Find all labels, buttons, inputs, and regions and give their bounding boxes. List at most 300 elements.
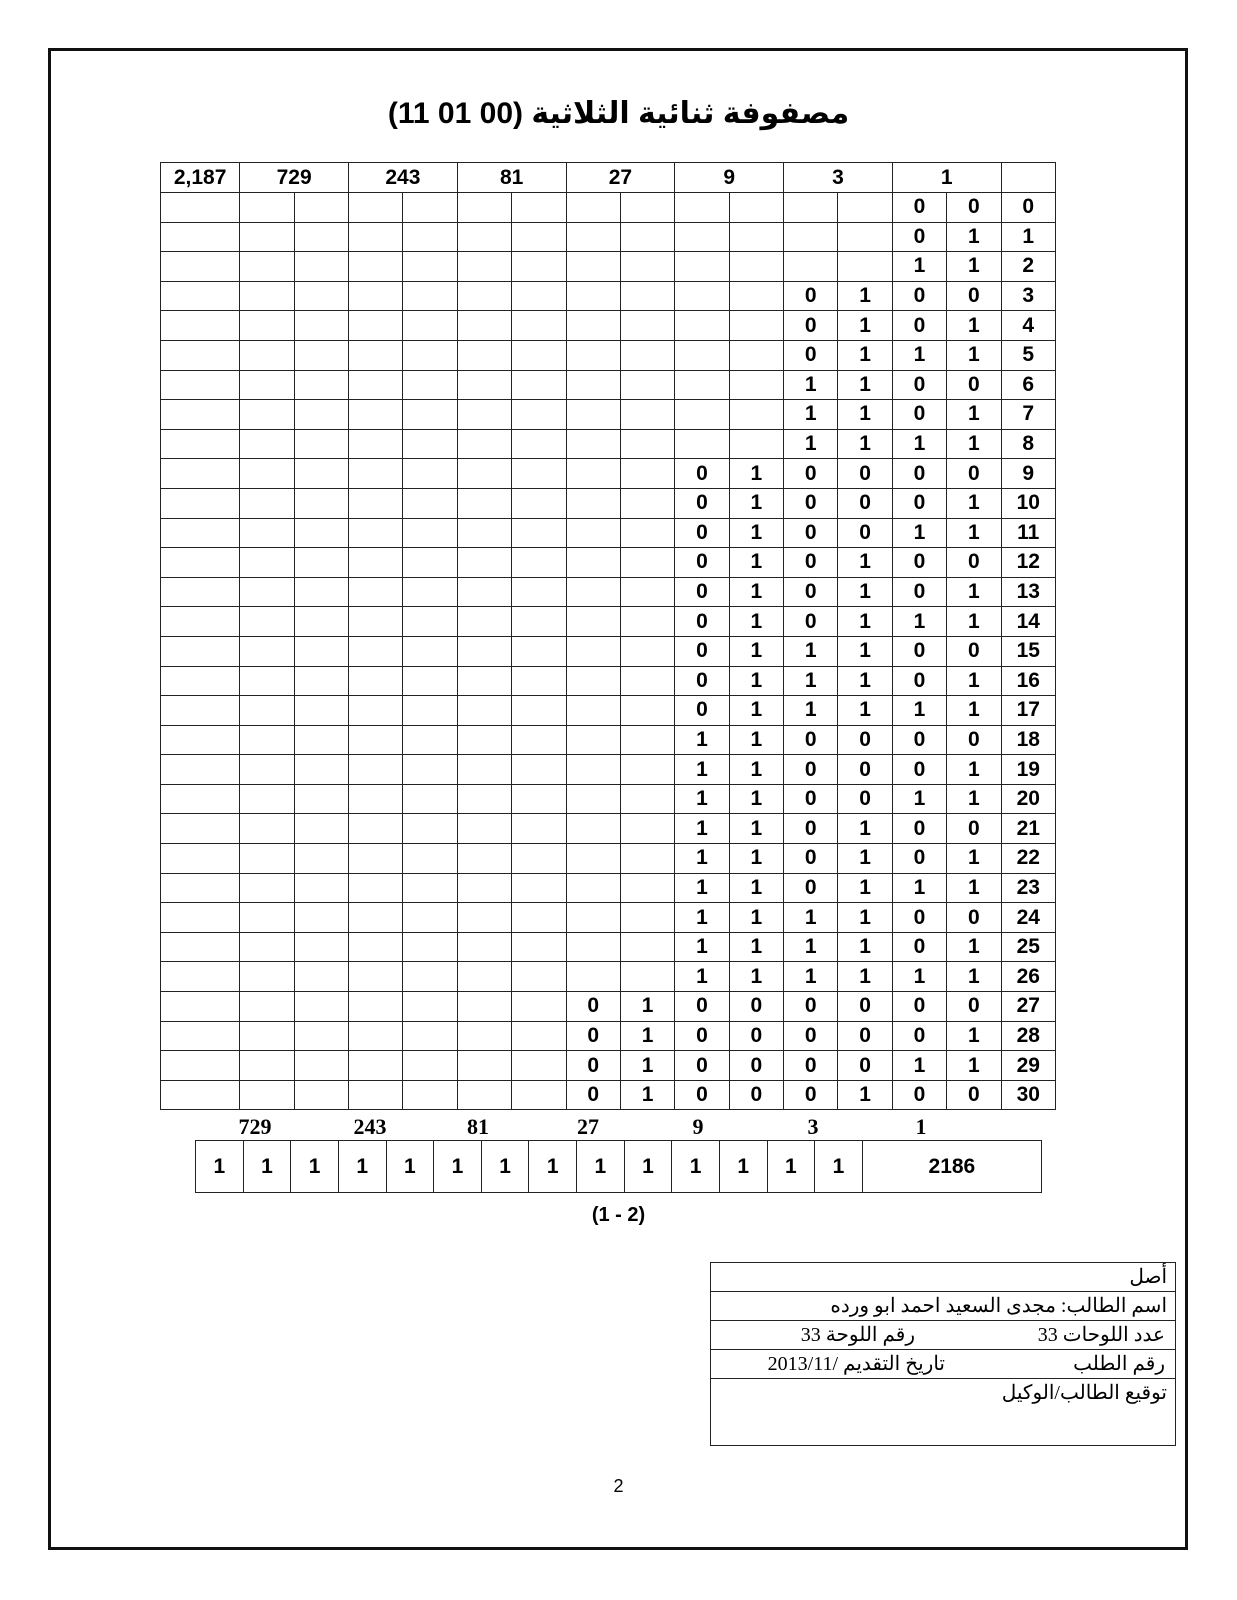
bit-cell xyxy=(349,370,403,400)
bit-cell: 1 xyxy=(947,844,1001,874)
bit-cell xyxy=(294,400,348,430)
bit-cell xyxy=(620,193,674,223)
bit-cell xyxy=(512,873,566,903)
row-index-cell: 23 xyxy=(1001,873,1055,903)
weight-label: 9 xyxy=(692,1114,704,1139)
bit-cell xyxy=(349,577,403,607)
bit-cell xyxy=(620,222,674,252)
request-number-text: رقم الطلب xyxy=(1073,1353,1165,1375)
bit-cell xyxy=(620,281,674,311)
info-student-name xyxy=(711,1292,1175,1321)
bit-cell: 0 xyxy=(838,518,892,548)
bit-cell: 0 xyxy=(892,1021,946,1051)
total-cell xyxy=(161,992,240,1022)
bit-cell xyxy=(566,725,620,755)
bit-cell xyxy=(349,932,403,962)
matrix-row xyxy=(161,1021,1056,1051)
sum-bit-cell: 1 xyxy=(719,1141,767,1193)
bit-cell xyxy=(403,311,457,341)
bit-cell xyxy=(403,903,457,933)
bit-cell xyxy=(294,873,348,903)
page-number: 2 xyxy=(613,1476,624,1496)
bit-cell: 0 xyxy=(675,548,729,578)
bit-cell xyxy=(566,400,620,430)
bit-cell xyxy=(349,1021,403,1051)
bit-cell: 1 xyxy=(675,873,729,903)
row-index-cell: 27 xyxy=(1001,992,1055,1022)
row-index-cell: 4 xyxy=(1001,311,1055,341)
bit-cell xyxy=(675,281,729,311)
bit-cell: 1 xyxy=(675,814,729,844)
bit-cell: 1 xyxy=(675,844,729,874)
bit-cell xyxy=(457,252,511,282)
bit-cell xyxy=(403,814,457,844)
bit-cell xyxy=(512,1021,566,1051)
matrix-row xyxy=(161,696,1056,726)
bit-cell: 0 xyxy=(838,755,892,785)
row-index-cell: 7 xyxy=(1001,400,1055,430)
bit-cell xyxy=(294,607,348,637)
bit-cell: 0 xyxy=(838,992,892,1022)
bit-cell: 1 xyxy=(838,429,892,459)
bit-cell xyxy=(349,222,403,252)
bit-cell xyxy=(403,429,457,459)
bit-cell xyxy=(512,548,566,578)
bit-cell xyxy=(403,666,457,696)
bit-cell: 1 xyxy=(838,311,892,341)
total-cell xyxy=(161,844,240,874)
bit-cell xyxy=(512,1051,566,1081)
row-index-cell: 8 xyxy=(1001,429,1055,459)
row-index-cell: 26 xyxy=(1001,962,1055,992)
bit-cell: 0 xyxy=(838,725,892,755)
bit-cell xyxy=(457,429,511,459)
bit-cell: 1 xyxy=(729,577,783,607)
bit-cell xyxy=(349,311,403,341)
bit-cell xyxy=(294,814,348,844)
bit-cell xyxy=(566,666,620,696)
bit-cell: 0 xyxy=(675,636,729,666)
bit-cell: 0 xyxy=(892,281,946,311)
bit-cell xyxy=(403,844,457,874)
bit-cell xyxy=(403,193,457,223)
bit-cell: 0 xyxy=(838,1051,892,1081)
header-27: 27 xyxy=(566,163,675,193)
bit-cell xyxy=(620,548,674,578)
bit-cell xyxy=(729,193,783,223)
bit-cell xyxy=(675,311,729,341)
bit-cell xyxy=(512,222,566,252)
bit-cell xyxy=(457,873,511,903)
bit-cell: 0 xyxy=(784,459,838,489)
total-cell xyxy=(161,488,240,518)
bit-cell: 1 xyxy=(838,844,892,874)
bit-cell: 0 xyxy=(566,1080,620,1110)
bit-cell xyxy=(240,992,294,1022)
bit-cell xyxy=(240,636,294,666)
sum-bit-cell: 1 xyxy=(196,1141,244,1193)
bit-cell: 1 xyxy=(838,577,892,607)
bit-cell xyxy=(566,784,620,814)
bit-cell xyxy=(457,607,511,637)
total-cell xyxy=(161,193,240,223)
bit-cell: 0 xyxy=(566,1051,620,1081)
bit-cell xyxy=(620,666,674,696)
bit-cell xyxy=(620,459,674,489)
bit-cell: 0 xyxy=(892,577,946,607)
bit-cell xyxy=(457,696,511,726)
sum-bit-cell: 1 xyxy=(577,1141,625,1193)
bit-cell xyxy=(294,518,348,548)
bit-cell xyxy=(240,370,294,400)
bit-cell: 1 xyxy=(729,755,783,785)
bit-cell xyxy=(403,400,457,430)
matrix-row xyxy=(161,992,1056,1022)
bit-cell: 0 xyxy=(838,488,892,518)
bit-cell xyxy=(512,459,566,489)
row-index-cell: 24 xyxy=(1001,903,1055,933)
bit-cell: 1 xyxy=(947,696,1001,726)
bit-cell: 1 xyxy=(675,755,729,785)
bit-cell xyxy=(566,548,620,578)
bit-cell: 1 xyxy=(892,340,946,370)
bit-cell xyxy=(729,340,783,370)
bit-cell: 0 xyxy=(784,784,838,814)
bit-cell: 1 xyxy=(838,400,892,430)
bit-cell xyxy=(349,281,403,311)
bit-cell: 0 xyxy=(784,340,838,370)
bit-cell xyxy=(403,370,457,400)
bit-cell xyxy=(240,340,294,370)
bit-cell: 1 xyxy=(838,1080,892,1110)
bit-cell xyxy=(403,340,457,370)
matrix-row xyxy=(161,636,1056,666)
sum-bit-cell: 1 xyxy=(529,1141,577,1193)
bit-cell xyxy=(240,1080,294,1110)
bit-cell xyxy=(512,666,566,696)
bit-cell xyxy=(838,193,892,223)
bit-cell xyxy=(566,193,620,223)
bit-cell: 0 xyxy=(892,814,946,844)
bit-cell: 0 xyxy=(675,518,729,548)
bit-cell: 0 xyxy=(675,666,729,696)
bit-cell xyxy=(457,577,511,607)
bit-cell xyxy=(240,932,294,962)
matrix-row xyxy=(161,577,1056,607)
bit-cell xyxy=(403,1051,457,1081)
bit-cell: 0 xyxy=(675,607,729,637)
bit-cell xyxy=(403,755,457,785)
matrix-row xyxy=(161,666,1056,696)
bit-cell xyxy=(675,370,729,400)
bit-cell: 0 xyxy=(892,755,946,785)
bit-cell xyxy=(294,903,348,933)
bit-cell xyxy=(403,992,457,1022)
bit-cell xyxy=(294,488,348,518)
bit-cell: 1 xyxy=(729,696,783,726)
bit-cell: 0 xyxy=(892,932,946,962)
matrix-row xyxy=(161,1080,1056,1110)
matrix-row xyxy=(161,370,1056,400)
bit-cell: 0 xyxy=(729,992,783,1022)
bit-cell: 0 xyxy=(784,607,838,637)
bit-cell xyxy=(512,400,566,430)
bit-cell: 1 xyxy=(784,932,838,962)
bit-cell xyxy=(349,873,403,903)
matrix-row xyxy=(161,755,1056,785)
bit-cell: 0 xyxy=(675,1051,729,1081)
bit-cell: 0 xyxy=(892,548,946,578)
bit-cell xyxy=(294,281,348,311)
bit-cell: 1 xyxy=(784,696,838,726)
bit-cell: 0 xyxy=(892,992,946,1022)
bit-cell xyxy=(240,607,294,637)
row-index-cell: 22 xyxy=(1001,844,1055,874)
bit-cell xyxy=(729,281,783,311)
matrix-row xyxy=(161,429,1056,459)
bit-cell xyxy=(566,488,620,518)
bit-cell xyxy=(403,488,457,518)
bit-cell xyxy=(240,222,294,252)
bit-cell xyxy=(294,666,348,696)
bit-cell xyxy=(620,784,674,814)
bit-cell: 1 xyxy=(838,548,892,578)
bit-cell xyxy=(457,400,511,430)
bit-cell xyxy=(403,548,457,578)
bit-cell xyxy=(620,844,674,874)
bit-cell xyxy=(349,903,403,933)
bit-cell xyxy=(457,784,511,814)
row-index-cell: 19 xyxy=(1001,755,1055,785)
bit-cell xyxy=(620,518,674,548)
bit-cell xyxy=(240,696,294,726)
bit-cell: 1 xyxy=(947,607,1001,637)
bit-cell: 0 xyxy=(729,1021,783,1051)
bit-cell xyxy=(620,932,674,962)
bit-cell: 0 xyxy=(729,1051,783,1081)
total-cell xyxy=(161,429,240,459)
bit-cell: 0 xyxy=(892,459,946,489)
total-cell xyxy=(161,932,240,962)
bit-cell xyxy=(294,755,348,785)
bit-cell xyxy=(620,725,674,755)
sum-total-cell: 2186 xyxy=(862,1141,1041,1193)
bit-cell xyxy=(240,488,294,518)
bit-cell xyxy=(403,873,457,903)
total-cell xyxy=(161,666,240,696)
bit-cell: 0 xyxy=(947,281,1001,311)
bit-cell: 0 xyxy=(947,903,1001,933)
bit-cell xyxy=(349,992,403,1022)
row-index-cell: 17 xyxy=(1001,696,1055,726)
bit-cell: 0 xyxy=(675,696,729,726)
bit-cell: 0 xyxy=(675,1080,729,1110)
bit-cell xyxy=(294,370,348,400)
bit-cell xyxy=(294,340,348,370)
bit-cell xyxy=(403,696,457,726)
header-729: 729 xyxy=(240,163,349,193)
bit-cell: 1 xyxy=(947,932,1001,962)
bit-cell xyxy=(294,311,348,341)
bit-cell xyxy=(349,666,403,696)
bit-cell: 1 xyxy=(620,1021,674,1051)
bit-cell xyxy=(240,252,294,282)
bit-cell xyxy=(620,311,674,341)
bit-cell xyxy=(349,548,403,578)
bit-cell: 1 xyxy=(784,636,838,666)
bit-cell: 1 xyxy=(892,607,946,637)
bit-cell: 1 xyxy=(947,518,1001,548)
row-index-cell: 5 xyxy=(1001,340,1055,370)
bit-cell: 0 xyxy=(892,193,946,223)
bit-cell: 1 xyxy=(729,873,783,903)
submit-date-text: تاريخ التقديم /2013/11 xyxy=(767,1353,945,1375)
row-index-cell: 6 xyxy=(1001,370,1055,400)
row-index-cell: 20 xyxy=(1001,784,1055,814)
bit-cell xyxy=(838,252,892,282)
sum-bit-cell: 1 xyxy=(434,1141,482,1193)
bit-cell xyxy=(620,607,674,637)
bit-cell: 0 xyxy=(784,814,838,844)
bit-cell xyxy=(457,932,511,962)
bit-cell xyxy=(240,1021,294,1051)
matrix-row xyxy=(161,548,1056,578)
bit-cell: 1 xyxy=(620,1051,674,1081)
matrix-row xyxy=(161,844,1056,874)
total-cell xyxy=(161,311,240,341)
total-cell xyxy=(161,281,240,311)
bit-cell xyxy=(457,636,511,666)
bit-cell: 1 xyxy=(838,636,892,666)
bit-cell xyxy=(620,755,674,785)
bit-cell: 1 xyxy=(947,400,1001,430)
total-cell xyxy=(161,1080,240,1110)
bit-cell xyxy=(512,814,566,844)
bit-cell: 1 xyxy=(784,962,838,992)
weight-label: 1 xyxy=(915,1114,927,1139)
bit-cell xyxy=(620,814,674,844)
bit-cell: 1 xyxy=(947,252,1001,282)
bit-cell: 0 xyxy=(675,488,729,518)
bit-cell: 1 xyxy=(892,962,946,992)
row-index-cell: 12 xyxy=(1001,548,1055,578)
total-cell xyxy=(161,814,240,844)
sum-bit-cell: 1 xyxy=(815,1141,863,1193)
bit-cell: 1 xyxy=(838,666,892,696)
bit-cell xyxy=(349,1080,403,1110)
row-index-cell: 10 xyxy=(1001,488,1055,518)
bit-cell xyxy=(403,252,457,282)
bit-cell xyxy=(566,340,620,370)
bit-cell xyxy=(620,488,674,518)
bit-cell: 0 xyxy=(784,992,838,1022)
info-original-text: أصل xyxy=(1129,1266,1167,1288)
bit-cell xyxy=(512,370,566,400)
bit-cell xyxy=(675,222,729,252)
bit-cell xyxy=(512,281,566,311)
bit-cell xyxy=(512,488,566,518)
bit-cell xyxy=(620,340,674,370)
weight-label: 27 xyxy=(577,1114,599,1139)
matrix-row xyxy=(161,725,1056,755)
weights-row xyxy=(0,1114,1237,1142)
bit-cell xyxy=(240,903,294,933)
bit-cell: 1 xyxy=(947,962,1001,992)
bit-cell xyxy=(457,814,511,844)
info-request xyxy=(711,1350,1175,1379)
weight-label: 3 xyxy=(807,1114,819,1139)
bit-cell: 0 xyxy=(675,992,729,1022)
bit-cell: 0 xyxy=(947,193,1001,223)
bit-cell: 1 xyxy=(729,844,783,874)
bit-cell: 1 xyxy=(675,784,729,814)
bit-cell: 1 xyxy=(947,755,1001,785)
bit-cell xyxy=(566,459,620,489)
sum-bit-cell: 1 xyxy=(291,1141,339,1193)
bit-cell xyxy=(512,607,566,637)
bit-cell xyxy=(403,784,457,814)
bit-cell xyxy=(457,725,511,755)
row-index-cell: 0 xyxy=(1001,193,1055,223)
bit-cell xyxy=(403,518,457,548)
bit-cell xyxy=(566,607,620,637)
bit-cell xyxy=(566,281,620,311)
bit-cell xyxy=(512,429,566,459)
bit-cell xyxy=(240,814,294,844)
bit-cell: 1 xyxy=(784,370,838,400)
total-cell xyxy=(161,784,240,814)
matrix-row xyxy=(161,518,1056,548)
bit-cell xyxy=(457,193,511,223)
weight-label: 243 xyxy=(353,1114,387,1139)
bit-cell: 0 xyxy=(947,725,1001,755)
bit-cell xyxy=(620,370,674,400)
bit-cell xyxy=(349,784,403,814)
bit-cell: 0 xyxy=(784,518,838,548)
bit-cell xyxy=(675,429,729,459)
bit-cell xyxy=(240,459,294,489)
total-cell xyxy=(161,222,240,252)
bit-cell: 0 xyxy=(892,1080,946,1110)
matrix-row xyxy=(161,784,1056,814)
bit-cell: 0 xyxy=(784,844,838,874)
bit-cell xyxy=(403,1021,457,1051)
bit-cell xyxy=(620,696,674,726)
bit-cell xyxy=(240,725,294,755)
bit-cell xyxy=(403,932,457,962)
bit-cell: 1 xyxy=(947,784,1001,814)
bit-cell xyxy=(294,548,348,578)
bit-cell xyxy=(403,222,457,252)
row-index-cell: 30 xyxy=(1001,1080,1055,1110)
bit-cell xyxy=(294,577,348,607)
bit-cell xyxy=(457,1080,511,1110)
total-cell xyxy=(161,755,240,785)
bit-cell: 1 xyxy=(784,400,838,430)
bit-cell xyxy=(349,252,403,282)
bit-cell xyxy=(457,488,511,518)
bit-cell xyxy=(512,992,566,1022)
bit-cell: 1 xyxy=(784,666,838,696)
total-cell xyxy=(161,696,240,726)
bit-cell xyxy=(294,1051,348,1081)
bit-cell: 1 xyxy=(729,548,783,578)
bit-cell xyxy=(457,370,511,400)
row-index-cell: 14 xyxy=(1001,607,1055,637)
bit-cell: 0 xyxy=(675,1021,729,1051)
bit-cell xyxy=(457,311,511,341)
bit-cell: 1 xyxy=(838,696,892,726)
